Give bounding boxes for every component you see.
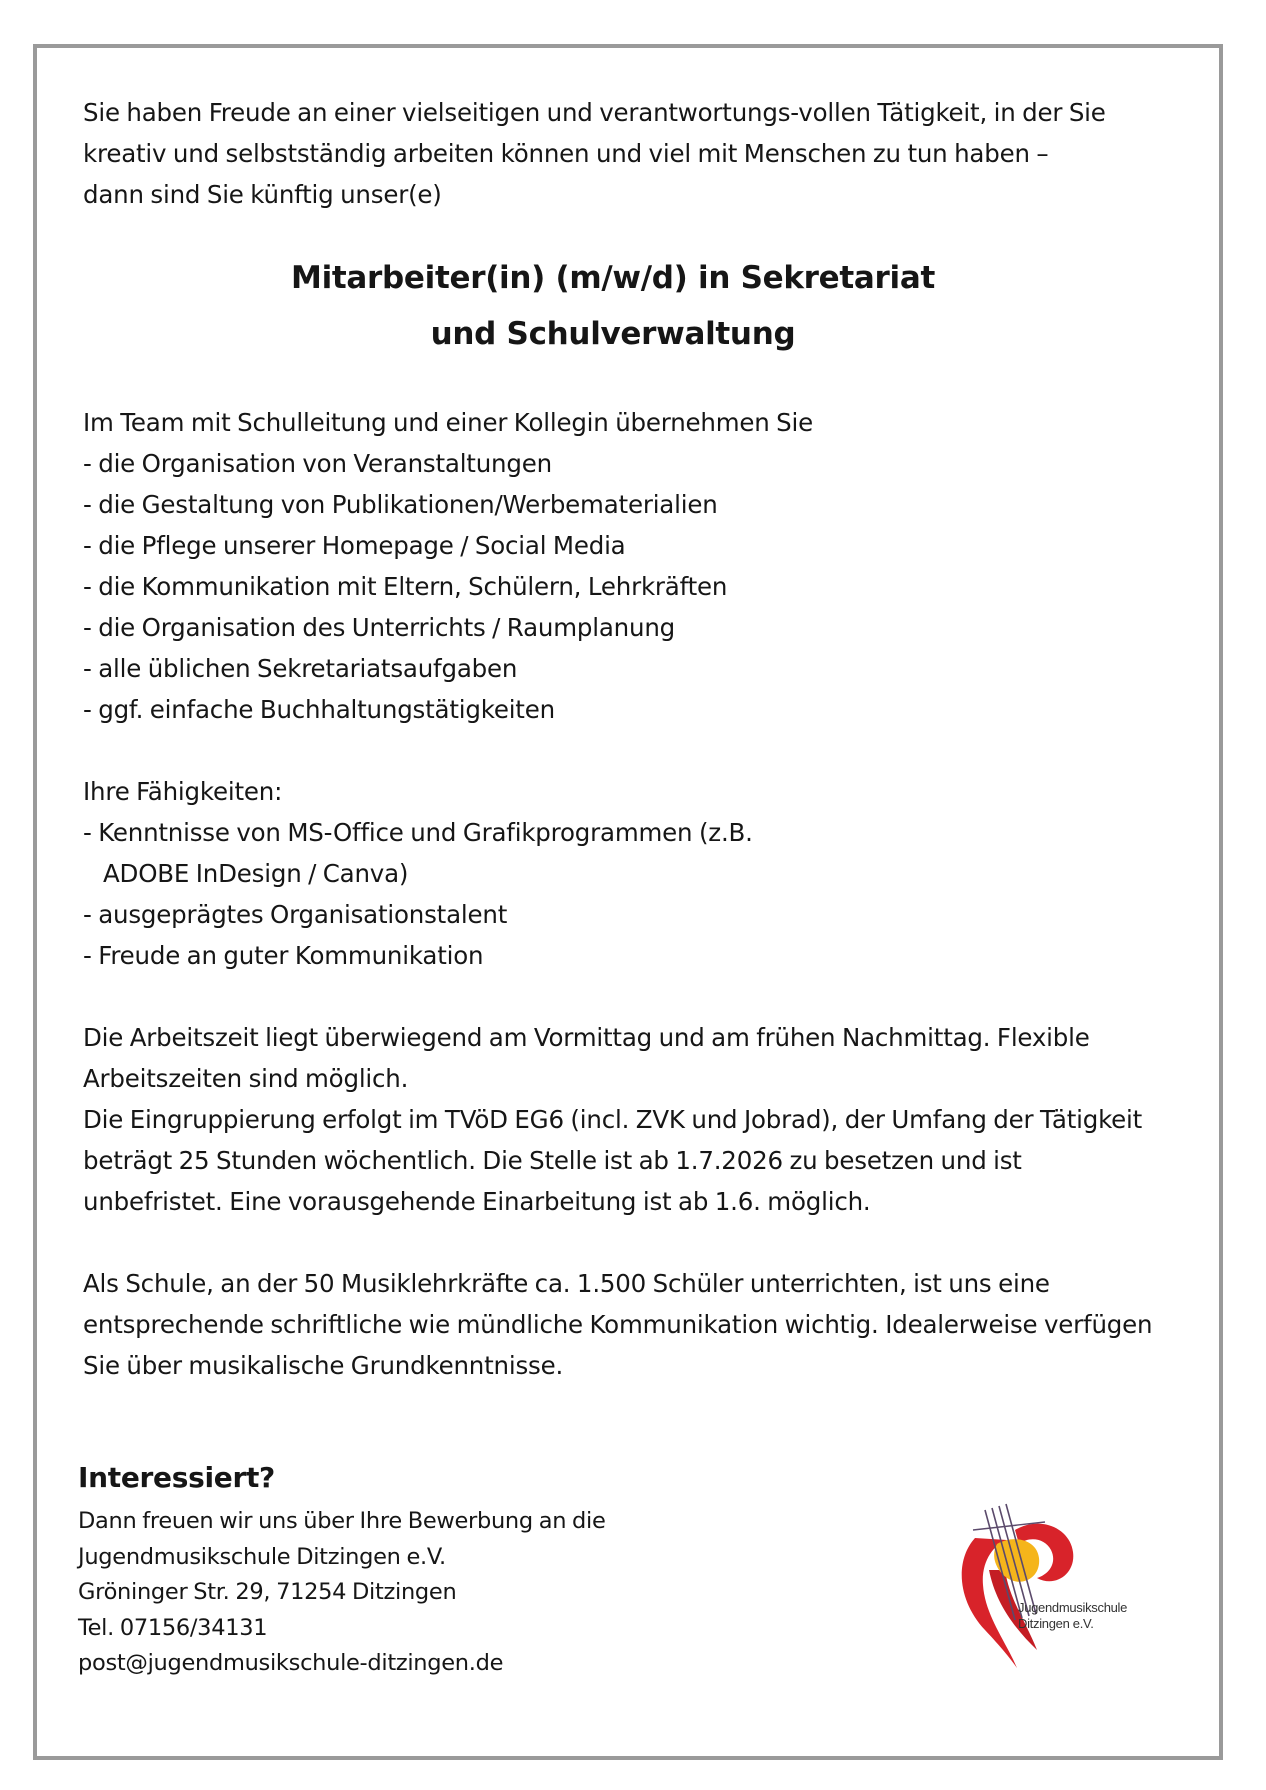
conditions-paragraph bbox=[83, 1017, 1213, 1222]
job-title bbox=[83, 250, 1213, 362]
contact-address: Gröninger Str. 29, 71254 Ditzingen bbox=[78, 1579, 457, 1605]
list-item: - ggf. einfache Buchhaltungstätigkeiten bbox=[83, 695, 555, 724]
conditions-line: Die Eingruppierung erfolgt im TVöD EG6 (incl. ZVK und Jobrad), der Umfang der Tätigkeit bbox=[83, 1105, 1143, 1134]
school-line: entsprechende schriftliche wie mündliche Kommunikation wichtig. Idealerweise verfügen bbox=[83, 1310, 1153, 1339]
list-item: - die Organisation des Unterrichts / Raumplanung bbox=[83, 613, 676, 642]
conditions-line: Arbeitszeiten sind möglich. bbox=[83, 1064, 409, 1093]
list-item: - alle üblichen Sekretariatsaufgaben bbox=[83, 654, 518, 683]
contact-line: Dann freuen wir uns über Ihre Bewerbung an die bbox=[78, 1508, 606, 1534]
list-item: - Kenntnisse von MS-Office und Grafikprogrammen (z.B. bbox=[83, 818, 753, 847]
list-item: - Freude an guter Kommunikation bbox=[83, 941, 484, 970]
conditions-line: Die Arbeitszeit liegt überwiegend am Vormittag und am frühen Nachmittag. Flexible bbox=[83, 1023, 1090, 1052]
intro-line: Sie haben Freude an einer vielseitigen und verantwortungs-vollen Tätigkeit, in der Sie bbox=[83, 98, 1106, 127]
contact-block bbox=[78, 1456, 778, 1682]
logo-text-line: Ditzingen e.V. bbox=[1018, 1616, 1094, 1631]
intro-paragraph bbox=[83, 92, 1213, 215]
list-item: - ausgeprägtes Organisationstalent bbox=[83, 900, 508, 929]
logo-wordmark bbox=[1018, 1600, 1127, 1632]
skills-section bbox=[83, 771, 1213, 976]
music-school-logo-icon bbox=[945, 1500, 1145, 1670]
job-posting-body bbox=[83, 92, 1213, 1386]
school-line: Als Schule, an der 50 Musiklehrkräfte ca. 1.500 Schüler unterrichten, ist uns eine bbox=[83, 1269, 1050, 1298]
school-paragraph bbox=[83, 1263, 1213, 1386]
list-item: - die Pflege unserer Homepage / Social Media bbox=[83, 531, 626, 560]
contact-phone: Tel. 07156/34131 bbox=[78, 1614, 268, 1641]
tasks-heading: Im Team mit Schulleitung und einer Kollegin übernehmen Sie bbox=[83, 408, 814, 437]
contact-email-link[interactable]: post@jugendmusikschule-ditzingen.de bbox=[78, 1650, 504, 1676]
job-title-line: und Schulverwaltung bbox=[430, 316, 796, 352]
list-item-continuation: ADOBE InDesign / Canva) bbox=[103, 859, 409, 888]
conditions-line: beträgt 25 Stunden wöchentlich. Die Stelle ist ab 1.7.2026 zu besetzen und ist bbox=[83, 1146, 1022, 1175]
tasks-section bbox=[83, 402, 1213, 730]
list-item: - die Organisation von Veranstaltungen bbox=[83, 449, 552, 478]
list-item: - die Kommunikation mit Eltern, Schülern, Lehrkräften bbox=[83, 572, 728, 601]
intro-line: dann sind Sie künftig unser(e) bbox=[83, 180, 442, 209]
job-title-line: Mitarbeiter(in) (m/w/d) in Sekretariat bbox=[291, 260, 935, 296]
intro-line: kreativ und selbstständig arbeiten können und viel mit Menschen zu tun haben – bbox=[83, 139, 1049, 168]
contact-school-name: Jugendmusikschule Ditzingen e.V. bbox=[78, 1543, 446, 1570]
conditions-line: unbefristet. Eine vorausgehende Einarbeitung ist ab 1.6. möglich. bbox=[83, 1187, 871, 1216]
school-line: Sie über musikalische Grundkenntnisse. bbox=[83, 1351, 564, 1380]
contact-heading: Interessiert? bbox=[78, 1461, 275, 1494]
logo-text-line: Jugendmusikschule bbox=[1018, 1600, 1128, 1615]
skills-heading: Ihre Fähigkeiten: bbox=[83, 777, 283, 806]
list-item: - die Gestaltung von Publikationen/Werbematerialien bbox=[83, 490, 718, 519]
